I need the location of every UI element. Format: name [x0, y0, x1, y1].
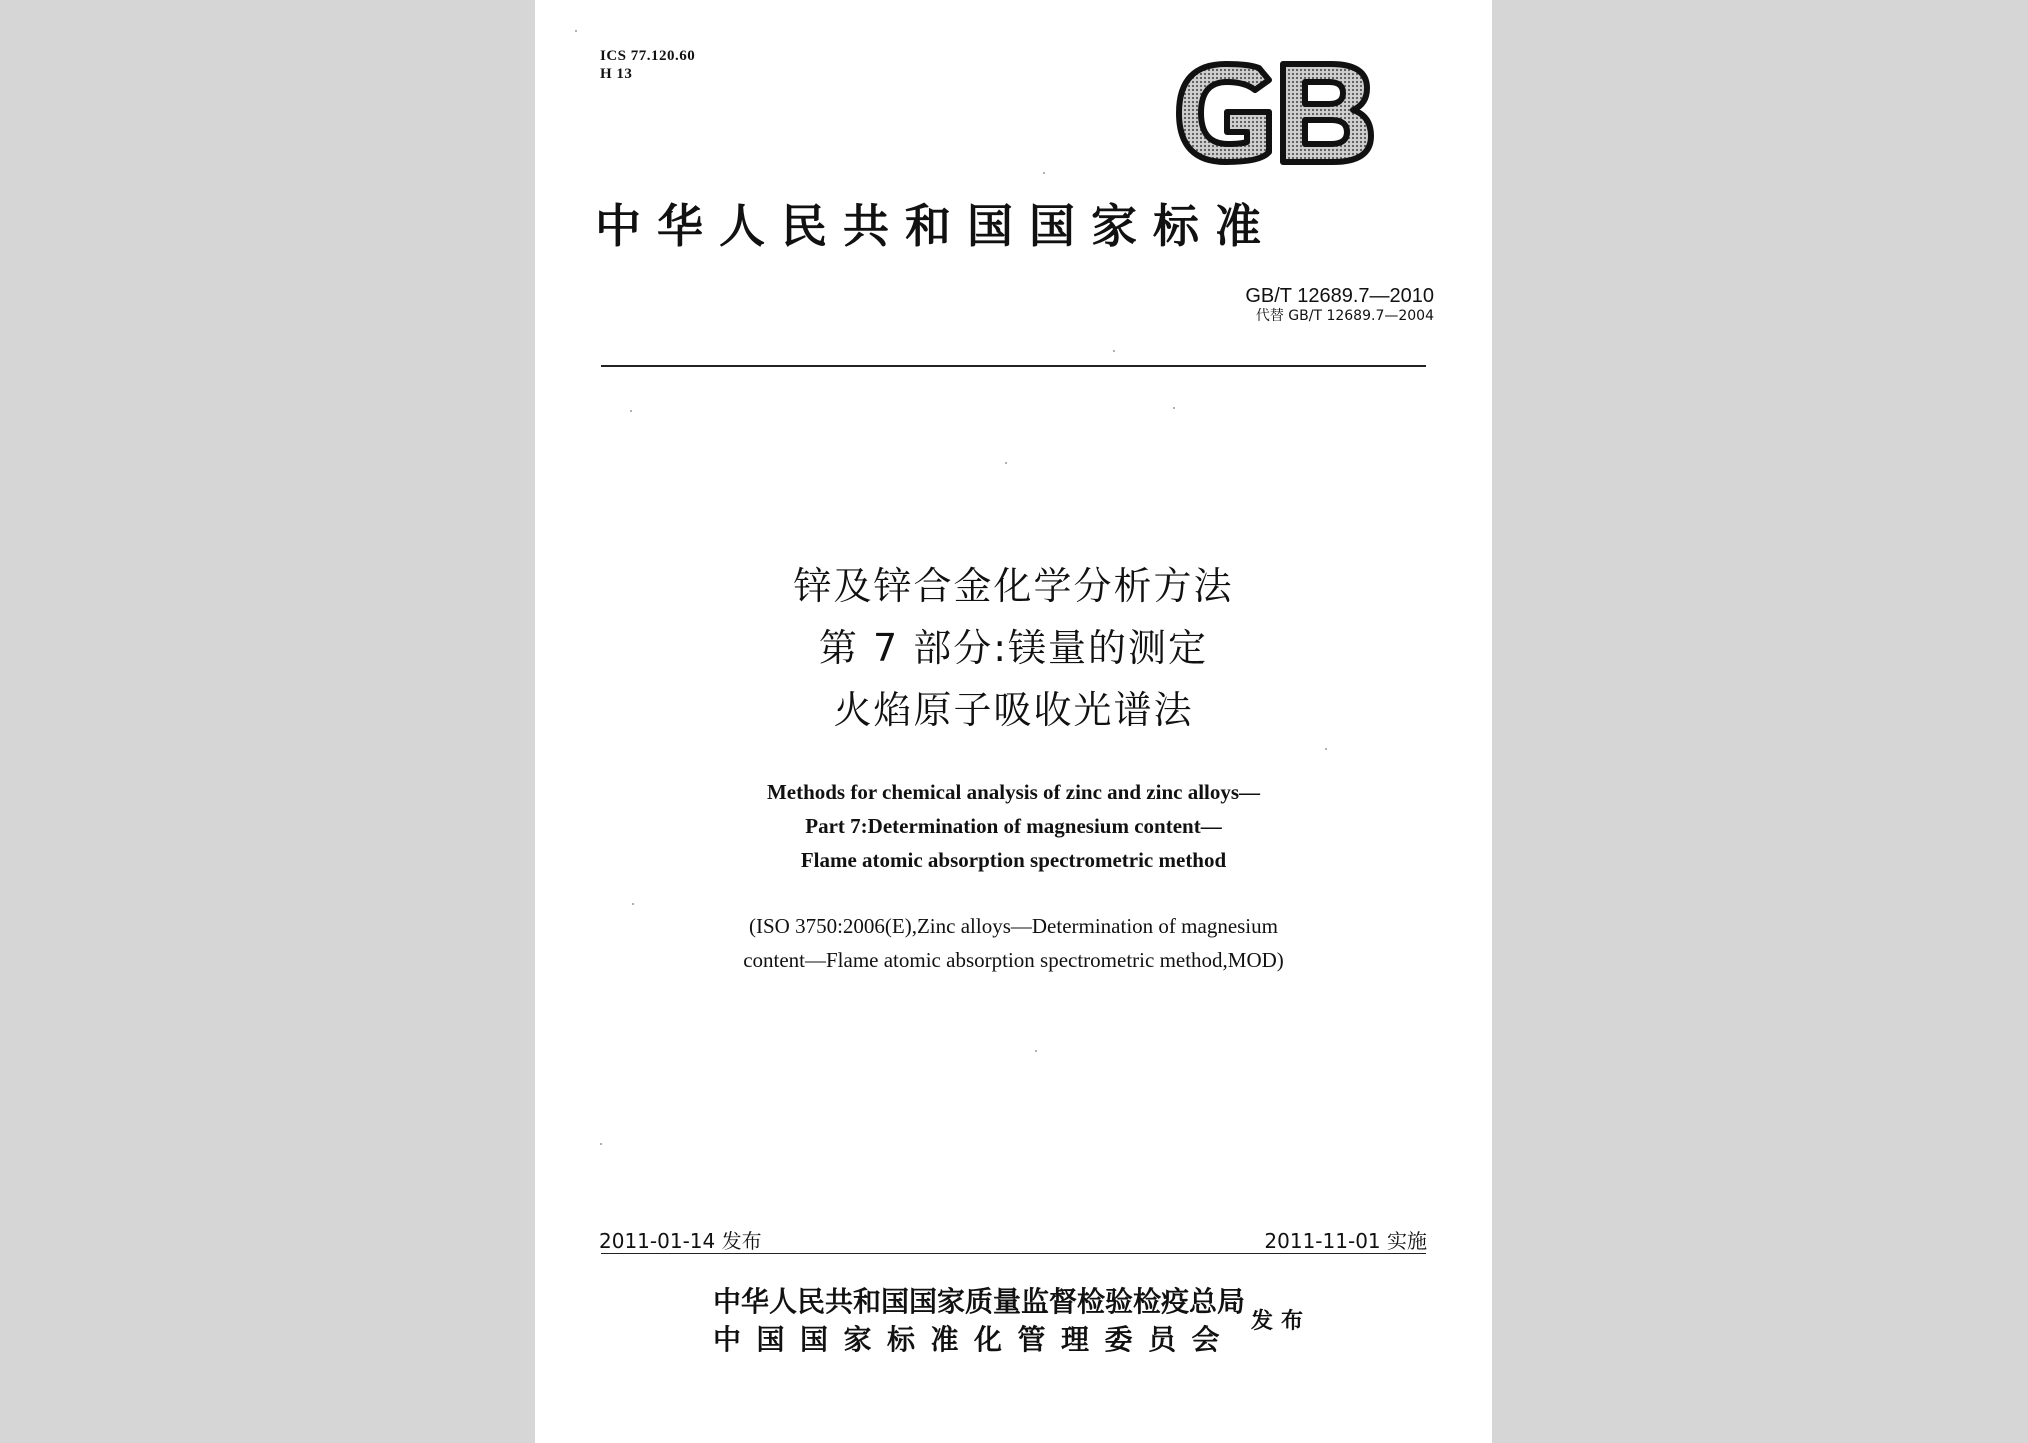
standard-number: GB/T 12689.7—2010 [1245, 285, 1434, 307]
chinese-title-line-3: 火焰原子吸收光谱法 [833, 688, 1194, 732]
english-title-line-2: Part 7:Determination of magnesium content— [805, 814, 1222, 838]
national-standard-title: 中华人民共和国国家标准 [595, 199, 1277, 253]
chinese-title-line-1: 锌及锌合金化学分析方法 [793, 564, 1234, 608]
scan-speck [1035, 1050, 1037, 1052]
issuing-organizations [713, 1283, 1245, 1359]
implementation-date: 2011-11-01 实施 [1264, 1229, 1427, 1253]
iso-reference-line-1: (ISO 3750:2006(E),Zinc alloys—Determination of magnesium [749, 914, 1278, 938]
chinese-title-line-2: 第 7 部分:镁量的测定 [818, 626, 1209, 670]
issue-date: 2011-01-14 发布 [599, 1229, 762, 1253]
footer-divider [601, 1253, 1426, 1254]
scan-speck [575, 30, 577, 32]
iso-reference-line-2: content—Flame atomic absorption spectrometric method,MOD) [743, 948, 1284, 972]
publish-label: 发布 [1251, 1309, 1312, 1334]
issuer-aqsiq: 中华人民共和国国家质量监督检验检疫总局 [713, 1285, 1246, 1318]
scan-speck [632, 903, 634, 905]
english-title [535, 775, 1492, 877]
scan-speck [600, 1143, 602, 1145]
scan-speck [1173, 407, 1175, 409]
scan-speck [1113, 350, 1115, 352]
standard-code-block [1245, 285, 1434, 325]
gb-logo [1171, 60, 1377, 166]
ccs-code: H 13 [600, 66, 633, 82]
chinese-title [535, 555, 1492, 741]
replaces-standard: 代替 GB/T 12689.7—2004 [1255, 308, 1434, 324]
english-title-line-3: Flame atomic absorption spectrometric method [800, 848, 1227, 872]
scan-speck [1325, 748, 1327, 750]
english-title-line-1: Methods for chemical analysis of zinc and zinc alloys— [766, 780, 1261, 804]
scan-speck [1005, 462, 1007, 464]
scan-speck [630, 410, 632, 412]
document-page [535, 0, 1492, 1443]
iso-reference [535, 909, 1492, 977]
issuer-sac: 中国国家标准化管理委员会 [713, 1323, 1236, 1356]
scan-speck [1043, 172, 1045, 174]
header-divider [601, 365, 1426, 367]
classification-codes [600, 47, 695, 83]
ics-code: ICS 77.120.60 [600, 48, 696, 64]
